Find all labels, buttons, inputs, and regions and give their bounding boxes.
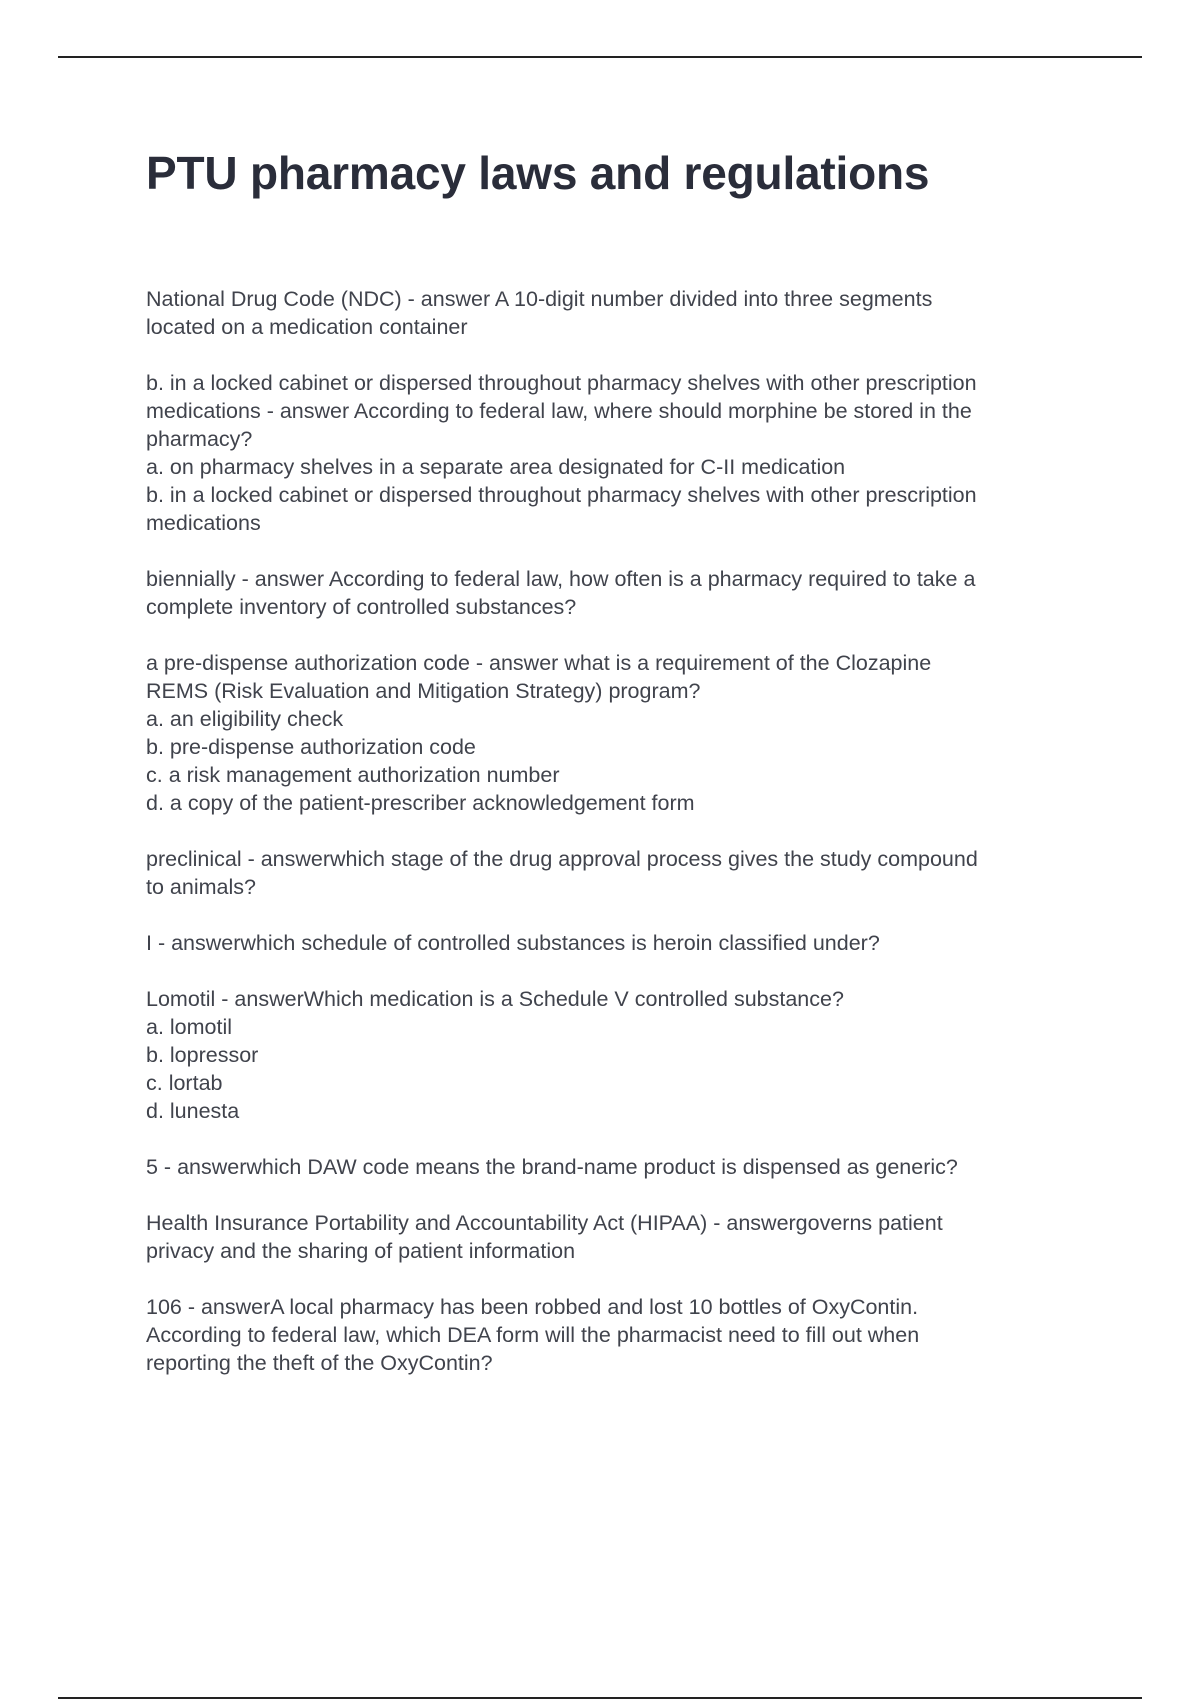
qa-entry	[146, 565, 1086, 621]
qa-entry	[146, 1153, 1086, 1181]
qa-entry-line: reporting the theft of the OxyContin?	[146, 1351, 493, 1375]
qa-entry-line: located on a medication container	[146, 315, 468, 339]
qa-entry-line: complete inventory of controlled substances?	[146, 595, 577, 619]
qa-entry-line: privacy and the sharing of patient information	[146, 1239, 576, 1263]
qa-entry-line: to animals?	[146, 875, 256, 899]
qa-entry-line: a. lomotil	[146, 1015, 233, 1039]
qa-entry-line: a pre-dispense authorization code - answer what is a requirement of the Clozapine	[146, 651, 932, 675]
qa-entry	[146, 1293, 1086, 1377]
qa-entry	[146, 369, 1086, 537]
qa-entry	[146, 649, 1086, 817]
qa-entry-line: According to federal law, which DEA form will the pharmacist need to fill out when	[146, 1323, 920, 1347]
bottom-rule	[58, 1697, 1142, 1699]
qa-entry-line: biennially - answer According to federal law, how often is a pharmacy required to take a	[146, 567, 976, 591]
qa-entry-line: d. a copy of the patient-prescriber acknowledgement form	[146, 791, 695, 815]
qa-entry-line: a. on pharmacy shelves in a separate area designated for C-II medication	[146, 455, 846, 479]
qa-entry-line: c. a risk management authorization number	[146, 763, 560, 787]
top-rule	[58, 56, 1142, 58]
qa-entry-line: b. in a locked cabinet or dispersed throughout pharmacy shelves with other prescription	[146, 371, 977, 395]
qa-entry-line: medications	[146, 511, 261, 535]
qa-entry-line: REMS (Risk Evaluation and Mitigation Strategy) program?	[146, 679, 701, 703]
qa-entry-line: preclinical - answerwhich stage of the drug approval process gives the study compound	[146, 847, 978, 871]
qa-entry	[146, 1209, 1086, 1265]
qa-entry-line: 5 - answerwhich DAW code means the brand-name product is dispensed as generic?	[146, 1155, 958, 1179]
qa-entry-line: b. in a locked cabinet or dispersed throughout pharmacy shelves with other prescription	[146, 483, 977, 507]
qa-entry-line: medications - answer According to federal law, where should morphine be stored in the	[146, 399, 972, 423]
qa-entry-line: Health Insurance Portability and Accountability Act (HIPAA) - answergoverns patient	[146, 1211, 943, 1235]
qa-entry-line: pharmacy?	[146, 427, 253, 451]
qa-entry-line: a. an eligibility check	[146, 707, 344, 731]
qa-entry-line: b. lopressor	[146, 1043, 259, 1067]
qa-entry	[146, 845, 1086, 901]
qa-entry-line: 106 - answerA local pharmacy has been robbed and lost 10 bottles of OxyContin.	[146, 1295, 919, 1319]
qa-entry-line: c. lortab	[146, 1071, 223, 1095]
qa-entry-line: b. pre-dispense authorization code	[146, 735, 476, 759]
qa-entry-line: I - answerwhich schedule of controlled substances is heroin classified under?	[146, 931, 880, 955]
qa-entry-line: Lomotil - answerWhich medication is a Schedule V controlled substance?	[146, 987, 844, 1011]
qa-entry	[146, 285, 1086, 341]
qa-entry-line: d. lunesta	[146, 1099, 240, 1123]
qa-entry-line: National Drug Code (NDC) - answer A 10-digit number divided into three segments	[146, 287, 933, 311]
qa-list	[146, 285, 1086, 1405]
qa-entry	[146, 985, 1086, 1125]
qa-entry	[146, 929, 1086, 957]
page-title: PTU pharmacy laws and regulations	[146, 147, 930, 199]
